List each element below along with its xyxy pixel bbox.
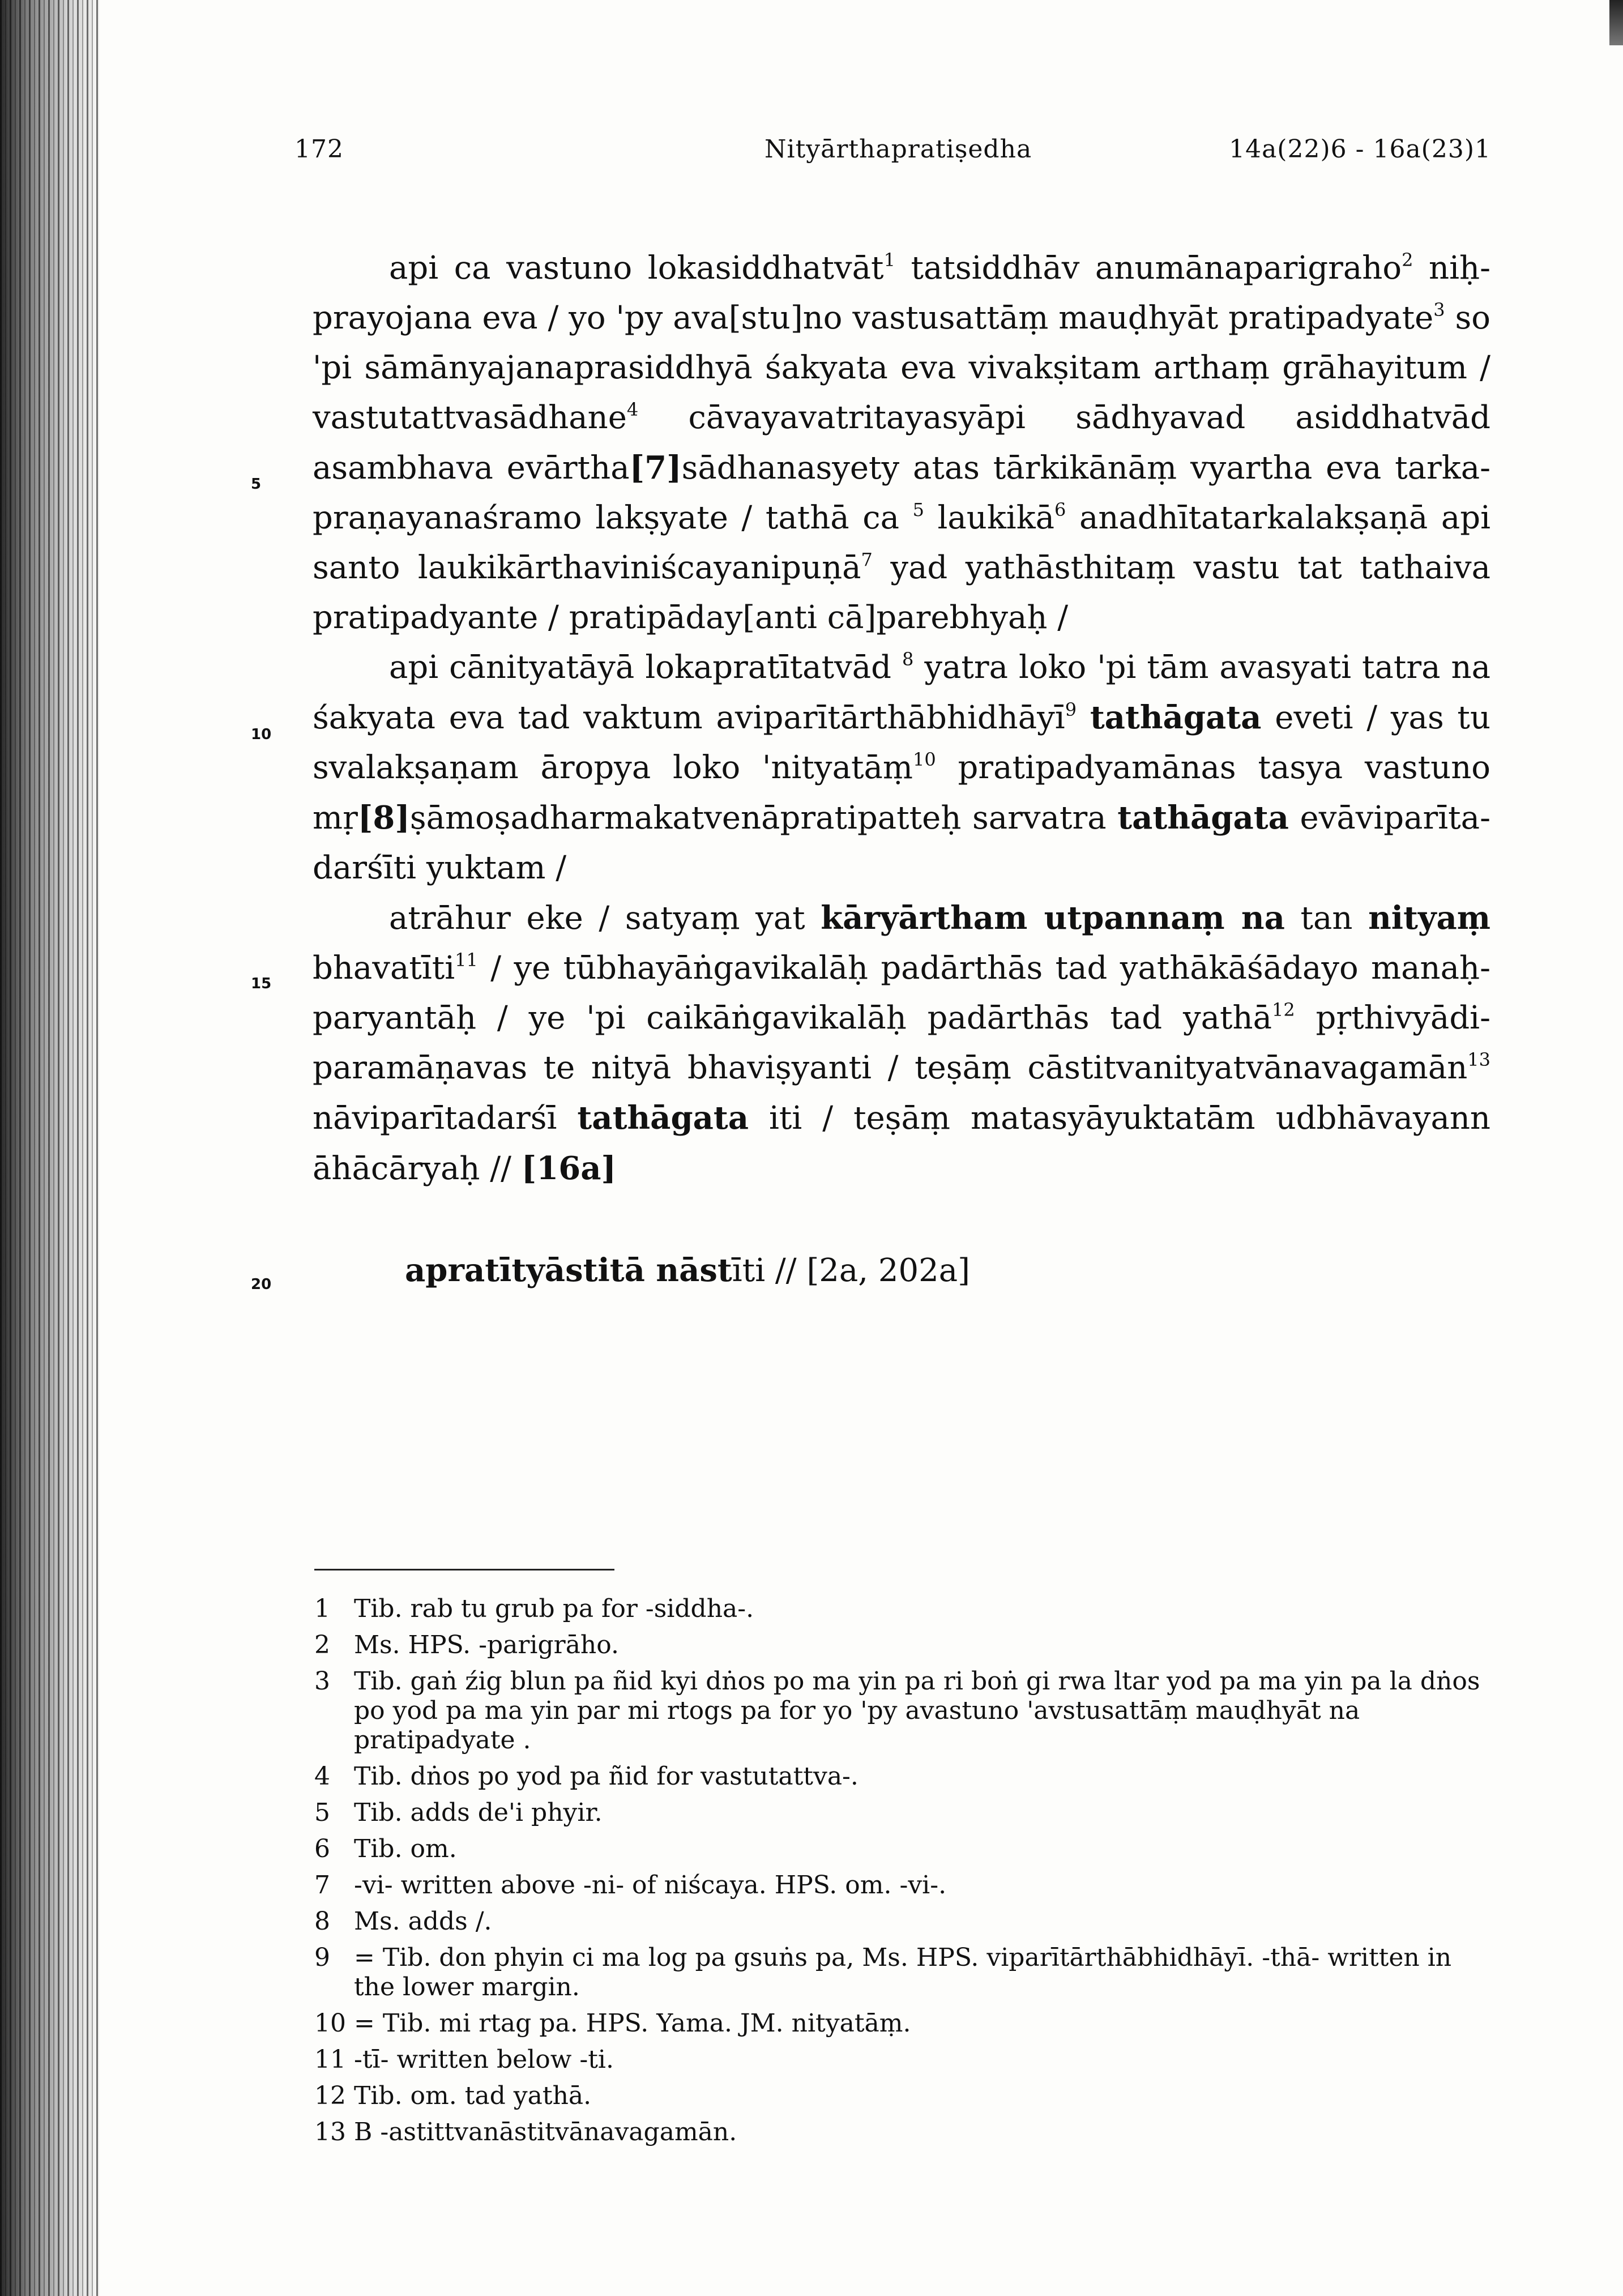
footnote-text: Ms. HPS. -parigrāho.	[354, 1631, 619, 1659]
footnote-text: Tib. om. tad yathā.	[354, 2081, 592, 2110]
footnote-item	[314, 2009, 1481, 2038]
line-number: 10	[251, 726, 272, 743]
footnote-text: B -astittvanāstitvānavagamān.	[354, 2118, 737, 2146]
main-text	[313, 244, 1490, 1194]
footnote-number: 4	[314, 1762, 330, 1791]
folio-marker: [16a]	[521, 1150, 617, 1187]
footnote-item	[314, 2081, 1481, 2111]
footnote-number: 1	[314, 1594, 330, 1623]
footnote-number: 8	[314, 1907, 330, 1936]
folio-marker: [7]	[629, 449, 682, 486]
footnote-ref: 6	[1054, 499, 1066, 520]
footnote-ref: 10	[912, 749, 936, 770]
text-run: bhavatīti	[313, 950, 455, 987]
footnote-item	[314, 1798, 1481, 1828]
footnote-ref: 9	[1065, 699, 1077, 720]
footnotes	[314, 1594, 1481, 2154]
footnote-item	[314, 1631, 1481, 1660]
footnote-text: Tib. dṅos po yod pa ñid for vastutattva-.	[354, 1762, 859, 1791]
text-run: anadhītatarkalakṣaṇā api santo laukikārthaviniścayanipuṇā	[313, 500, 1491, 586]
footnote-item	[314, 1871, 1481, 1900]
bold-term: tathāgata	[577, 1099, 749, 1137]
footnote-text: Tib. rab tu grub pa for -siddha-.	[354, 1594, 754, 1623]
text-run: pṛthivyādiparamāṇavas te nityā bhaviṣyanti / teṣāṃ cāstitvanityatvānavagamān	[313, 1000, 1490, 1086]
bold-term: tathāgata	[1117, 799, 1289, 837]
text-run: eveti / yas tu svalakṣaṇam āropya loko 'nityatāṃ	[313, 699, 1491, 786]
footnote-ref: 2	[1402, 249, 1413, 271]
running-title: Nityārthapratiṣedha	[764, 135, 1032, 164]
footnote-ref: 8	[902, 648, 914, 670]
paragraph-3	[313, 893, 1490, 1194]
footnote-item	[314, 2045, 1481, 2075]
page-number: 172	[294, 135, 344, 164]
footnote-text: Tib. om.	[354, 1834, 457, 1863]
bold-term: nityaṃ	[1368, 899, 1491, 937]
paragraph-1	[313, 244, 1490, 643]
text-run: ṣāmoṣadharmakatvenāpratipatteḥ sarvatra	[409, 800, 1118, 837]
footnote-number: 7	[314, 1871, 330, 1900]
footnote-ref: 1	[883, 249, 895, 271]
footnote-ref: 4	[626, 399, 639, 420]
text-run: evāviparītadarśīti yuktam /	[313, 800, 1490, 886]
footnote-text: Tib. gaṅ źig blun pa ñid kyi dṅos po ma yin pa ri boṅ gi rwa ltar yod pa ma yin pa la dṅos po yod pa ma yin par mi rtogs pa for yo 'py avastuno 'avstusattāṃ mauḍhyāt na pratipadyate .	[354, 1667, 1480, 1755]
footnote-number: 5	[314, 1798, 330, 1827]
footnote-item	[314, 1907, 1481, 1936]
footnote-item	[314, 1594, 1481, 1624]
footnote-rule	[314, 1569, 614, 1571]
footnote-item	[314, 1667, 1481, 1755]
footnote-text: = Tib. mi rtag pa. HPS. Yama. JM. nityatāṃ.	[354, 2009, 911, 2038]
footnote-number: 10	[314, 2009, 346, 2038]
line-number: 15	[251, 975, 272, 992]
footnote-text: -tī- written below -ti.	[354, 2045, 614, 2074]
footnote-number: 11	[314, 2045, 346, 2074]
footnote-ref: 13	[1467, 1049, 1490, 1070]
text-run: niḥprayojana eva / yo 'py ava[stu]no vastusattāṃ mauḍhyāt pratipadyate	[313, 250, 1491, 336]
footnote-number: 9	[314, 1943, 330, 1972]
text-run: pratipadyamānas tasya vastuno mṛ	[313, 749, 1491, 837]
scan-corner-mark	[1609, 0, 1623, 45]
paragraph-2	[313, 643, 1490, 893]
footnote-number: 6	[314, 1834, 330, 1863]
footnote-text: -vi- written above -ni- of niścaya. HPS. om. -vi-.	[354, 1871, 947, 1900]
text-run: sādhanasyety atas tārkikānāṃ vyartha eva tarkapraṇayanaśramo lakṣyate / tathā ca	[313, 450, 1490, 536]
footnote-item	[314, 2118, 1481, 2147]
text-run: yad yathāsthitaṃ vastu tat tathaiva pratipadyante / pratipāday[anti cā]parebhyaḥ /	[313, 549, 1490, 636]
text-run: īti // [2a, 202a]	[732, 1252, 971, 1289]
text-run: atrāhur eke / satyaṃ yat	[389, 900, 821, 937]
footnote-text: Ms. adds /.	[354, 1907, 492, 1936]
text-run: yatra loko 'pi tām avasyati tatra na śakyata eva tad vaktum aviparītārthābhidhāyī	[313, 649, 1491, 736]
line-number: 5	[251, 476, 262, 493]
bold-term: tathāgata	[1090, 699, 1262, 736]
footnote-number: 3	[314, 1667, 330, 1696]
footnote-number: 13	[314, 2118, 346, 2146]
text-run: api cānityatāyā lokapratītatvād	[389, 649, 902, 686]
bold-term: kāryārtham utpannaṃ na	[821, 899, 1285, 937]
footnote-ref: 12	[1271, 999, 1295, 1021]
bold-term: apratītyāstitā nāst	[405, 1252, 732, 1289]
footnote-item	[314, 1943, 1481, 2002]
footnote-ref: 5	[912, 499, 924, 520]
footnote-ref: 7	[861, 549, 873, 570]
text-run: nāviparītadarśī	[313, 1100, 578, 1137]
footnote-ref: 11	[455, 949, 478, 971]
book-binding-shadow	[0, 0, 99, 2296]
text-run: so 'pi sāmānyajanaprasiddhyā śakyata eva vivakṣitam arthaṃ grāhayitum / vastutattvasādhane	[313, 300, 1490, 436]
line-number: 20	[251, 1276, 272, 1293]
footnote-item	[314, 1834, 1481, 1864]
folio-reference: 14a(22)6 - 16a(23)1	[1229, 135, 1491, 164]
footnote-text: Tib. adds de'i phyir.	[354, 1798, 603, 1827]
text-run: tan	[1284, 900, 1369, 937]
text-run: tatsiddhāv anumānaparigraho	[895, 250, 1402, 287]
footnote-text: = Tib. don phyin ci ma log pa gsuṅs pa, Ms. HPS. viparītārthābhidhāyī. -thā- written in the lower margin.	[354, 1943, 1452, 2001]
text-run: laukikā	[924, 500, 1055, 536]
text-run: api ca vastuno lokasiddhatvāt	[389, 250, 884, 287]
footnote-number: 12	[314, 2081, 346, 2110]
text-run: cāvayavatritayasyāpi sādhyavad asiddhatvād asambhava evārtha	[313, 399, 1490, 486]
text-run: iti / teṣāṃ matasyāyuktatām udbhāvayann āhācāryaḥ //	[313, 1100, 1490, 1187]
folio-marker: [8]	[357, 799, 410, 837]
verse-line	[405, 1245, 970, 1296]
footnote-item	[314, 1762, 1481, 1791]
footnote-ref: 3	[1433, 299, 1445, 321]
text-run: / ye tūbhayāṅgavikalāḥ padārthās tad yathākāśādayo manaḥparyantāḥ / ye 'pi caikāṅgavikalāḥ padārthās tad yathā	[313, 950, 1490, 1036]
footnote-number: 2	[314, 1631, 330, 1659]
